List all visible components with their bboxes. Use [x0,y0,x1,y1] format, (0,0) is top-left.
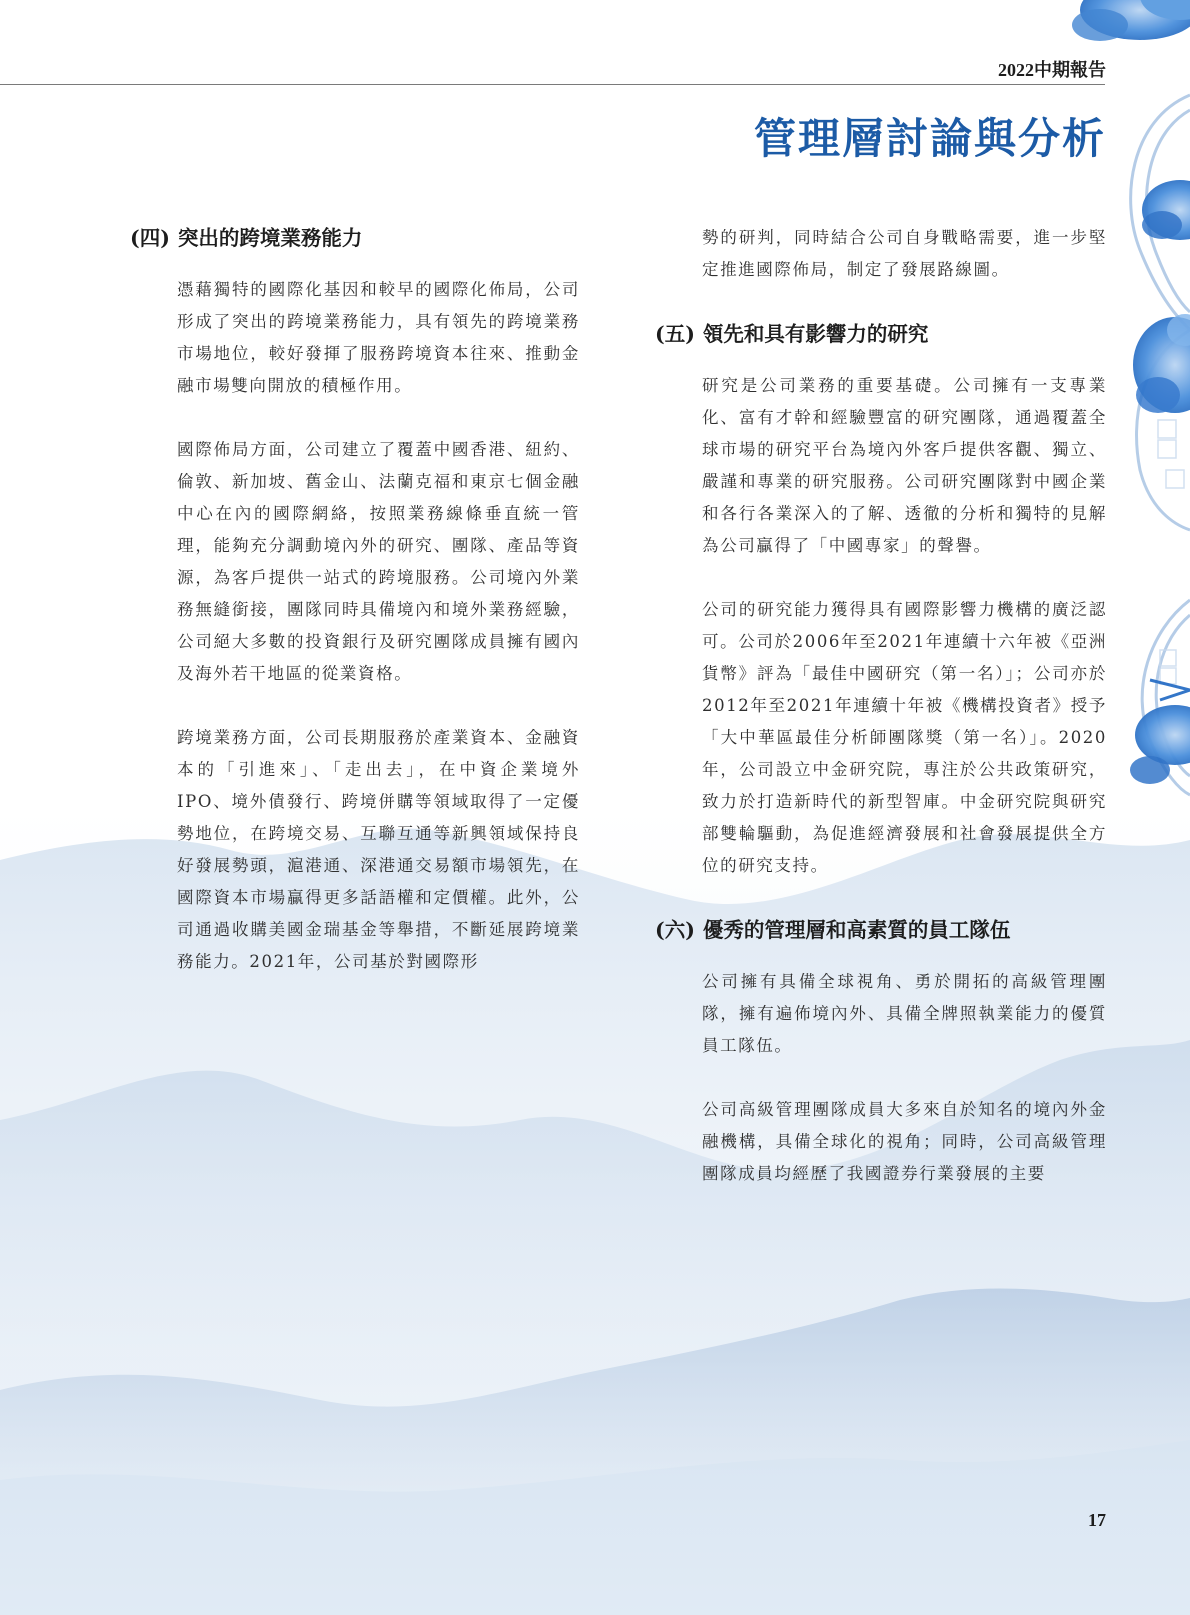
page-number: 17 [1088,1510,1106,1530]
heading-text: 突出的跨境業務能力 [177,226,363,250]
heading-text: 優秀的管理層和高素質的員工隊伍 [702,918,1011,942]
heading-number: (六) [655,918,695,942]
heading-section-six [655,914,1107,946]
report-label: 2022中期報告 [998,60,1106,80]
paragraph: 公司擁有具備全球視角、勇於開拓的高級管理團隊，擁有遍佈境內外、具備全牌照執業能力的優質員工隊伍。 [702,972,1107,1055]
heading-section-five [655,318,1107,350]
paragraph: 公司高級管理團隊成員大多來自於知名的境內外金融機構，具備全球化的視角；同時，公司高級管理團隊成員均經歷了我國證券行業發展的主要 [702,1100,1107,1183]
right-column [655,222,1107,1222]
section-title: 管理層討論與分析 [753,114,1106,163]
paragraph: 國際佈局方面，公司建立了覆蓋中國香港、紐約、倫敦、新加坡、舊金山、法蘭克福和東京七個金融中心在內的國際網絡，按照業務線條垂直統一管理，能夠充分調動境內外的研究、團隊、產品等資源，為客戶提供一站式的跨境服務。公司境內外業務無縫銜接，團隊同時具備境內和境外業務經驗，公司絕大多數的投資銀行及研究團隊成員擁有國內及海外若干地區的從業資格。 [177,440,580,683]
heading-section-four [130,222,580,254]
paragraph: 跨境業務方面，公司長期服務於產業資本、金融資本的「引進來」、「走出去」，在中資企業境外IPO、境外債發行、跨境併購等領域取得了一定優勢地位，在跨境交易、互聯互通等新興領域保持良好發展勢頭，滬港通、深港通交易額市場領先，在國際資本市場贏得更多話語權和定價權。此外，公司通過收購美國金瑞基金等舉措，不斷延展跨境業務能力。2021年，公司基於對國際形 [177,728,580,971]
heading-text: 領先和具有影響力的研究 [702,322,929,346]
paragraph: 公司的研究能力獲得具有國際影響力機構的廣泛認可。公司於2006年至2021年連續十六年被《亞洲貨幣》評為「最佳中國研究（第一名）」；公司亦於2012年至2021年連續十年被《機構投資者》授予「大中華區最佳分析師團隊獎（第一名）」。2020年，公司設立中金研究院，專注於公共政策研究，致力於打造新時代的新型智庫。中金研究院與研究部雙輪驅動，為促進經濟發展和社會發展提供全方位的研究支持。 [702,600,1107,875]
heading-number: (五) [655,322,695,346]
header-rule [0,84,1105,85]
heading-number: (四) [130,226,170,250]
paragraph: 憑藉獨特的國際化基因和較早的國際化佈局，公司形成了突出的跨境業務能力，具有領先的跨境業務市場地位，較好發揮了服務跨境資本往來、推動金融市場雙向開放的積極作用。 [177,280,580,395]
paragraph-continuation: 勢的研判，同時結合公司自身戰略需要，進一步堅定推進國際佈局，制定了發展路線圖。 [702,228,1107,279]
left-column [130,222,580,1010]
paragraph: 研究是公司業務的重要基礎。公司擁有一支專業化、富有才幹和經驗豐富的研究團隊，通過覆蓋全球市場的研究平台為境內外客戶提供客觀、獨立、嚴謹和專業的研究服務。公司研究團隊對中國企業和各行各業深入的了解、透徹的分析和獨特的見解為公司贏得了「中國專家」的聲譽。 [702,376,1107,555]
